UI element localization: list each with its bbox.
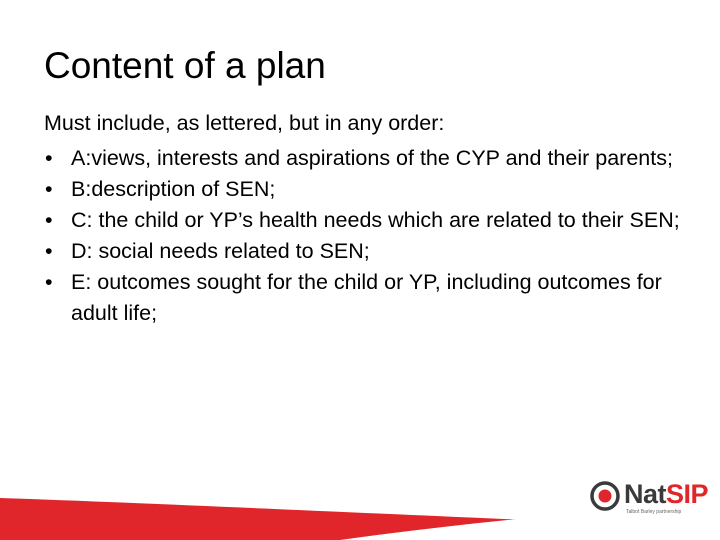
bullet-icon: •	[45, 239, 53, 263]
bullet-text: C: the child or YP’s health needs which are related to their SEN;	[71, 208, 680, 232]
bullet-item	[44, 205, 694, 236]
bullet-icon: •	[45, 177, 53, 201]
bullet-item	[44, 174, 694, 205]
natsip-logo	[590, 478, 718, 524]
slide-title: Content of a plan	[44, 45, 326, 86]
bullet-item	[44, 236, 694, 267]
bullet-text: A:views, interests and aspirations of the CYP and their parents;	[71, 146, 673, 170]
bullet-text: B:description of SEN;	[71, 177, 276, 201]
bullet-item	[44, 267, 694, 329]
bullet-item	[44, 143, 694, 174]
bullet-list	[44, 143, 694, 329]
intro-text: Must include, as lettered, but in any order:	[44, 111, 445, 135]
bullet-icon: •	[45, 208, 53, 232]
bullet-text: E: outcomes sought for the child or YP, including outcomes for adult life;	[71, 270, 662, 325]
logo-tagline: Talbot Barley partnership	[626, 509, 682, 515]
bullet-text: D: social needs related to SEN;	[71, 239, 370, 263]
logo-circle-icon	[590, 481, 620, 511]
logo-wordmark: NatSIP	[624, 479, 709, 509]
bullet-icon: •	[45, 270, 53, 294]
bullet-icon: •	[45, 146, 53, 170]
